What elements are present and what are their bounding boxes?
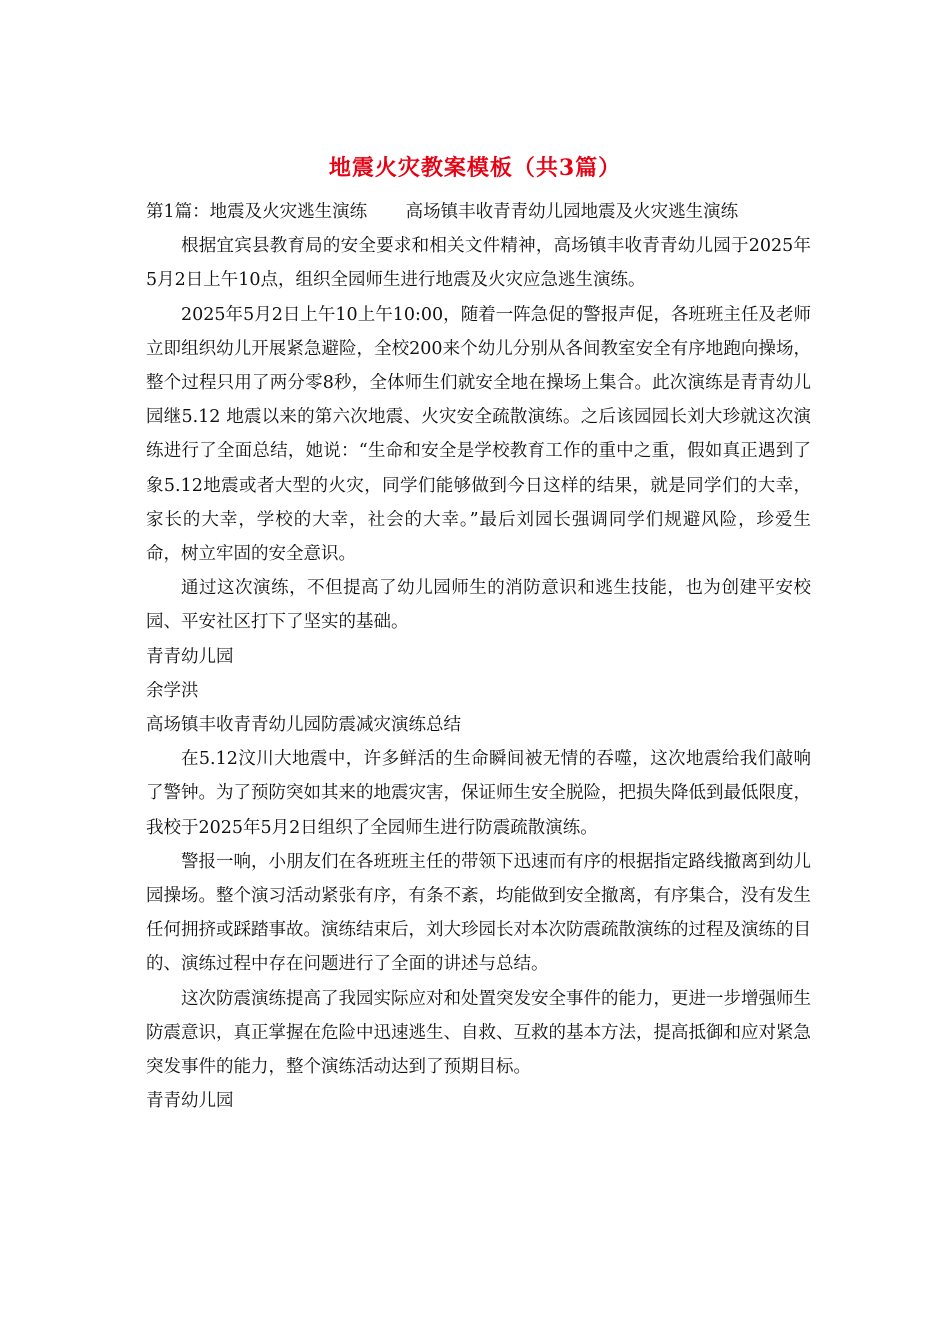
paragraph: 根据宜宾县教育局的安全要求和相关文件精神，高场镇丰收青青幼儿园于2025年5月2日上午10点，组织全园师生进行地震及火灾应急逃生演练。 [146,236,811,291]
document-title: 地震火灾教案模板（共3篇） [328,155,622,181]
paragraph: 在5.12汶川大地震中，许多鲜活的生命瞬间被无情的吞噬，这次地震给我们敲响了警钟。为了预防突如其来的地震灾害，保证师生安全脱险，把损失降低到最低限度，我校于2025年5月2日组织了全园师生进行防震疏散演练。 [146,749,811,838]
signature-name: 余学洪 [146,680,199,701]
paragraph: 这次防震演练提高了我园实际应对和处置突发安全事件的能力，更进一步增强师生防震意识，真正掌握在危险中迅速逃生、自救、互救的基本方法，提高抵御和应对紧急突发事件的能力，整个演练活动达到了预期目标。 [146,988,811,1078]
signature-org: 青青幼儿园 [146,646,234,667]
part2-heading: 高场镇丰收青青幼儿园防震减灾演练总结 [146,715,461,736]
paragraph: 警报一响，小朋友们在各班班主任的带领下迅速而有序的根据指定路线撤离到幼儿园操场。整个演习活动紧张有序，有条不紊，均能做到安全撤离，有序集合，没有发生任何拥挤或踩踏事故。演练结束后，刘大珍园长对本次防震疏散演练的过程及演练的目的、演练过程中存在问题进行了全面的讲述与总结。 [146,851,811,975]
paragraph: 通过这次演练，不但提高了幼儿园师生的消防意识和逃生技能，也为创建平安校园、平安社区打下了坚实的基础。 [146,578,811,633]
document-body [146,195,811,1118]
part1-subtitle: 高场镇丰收青青幼儿园地震及火灾逃生演练 [405,202,739,222]
part1-label: 第1篇：地震及火灾逃生演练 [146,202,368,222]
part1-header-line [146,195,811,229]
paragraph: 2025年5月2日上午10上午10:00，随着一阵急促的警报声促，各班班主任及老师立即组织幼儿开展紧急避险，全校200来个幼儿分别从各间教室安全有序地跑向操场，整个过程只用了两分零8秒，全体师生们就安全地在操场上集合。此次演练是青青幼儿园继5.12 地震以来的第六次地震、火灾安全疏散演练。之后该园园长刘大珍就这次演练进行了全面总结，她说：“生命和安全是学校教育工作的重中之重，假如真正遇到了象5.12地震或者大型的火灾，同学们能够做到今日这样的结果，就是同学们的大幸，家长的大幸，学校的大幸，社会的大幸。”最后刘园长强调同学们规避风险，珍爱生命，树立牢固的安全意识。 [146,304,811,565]
signature-org: 青青幼儿园 [146,1091,234,1112]
